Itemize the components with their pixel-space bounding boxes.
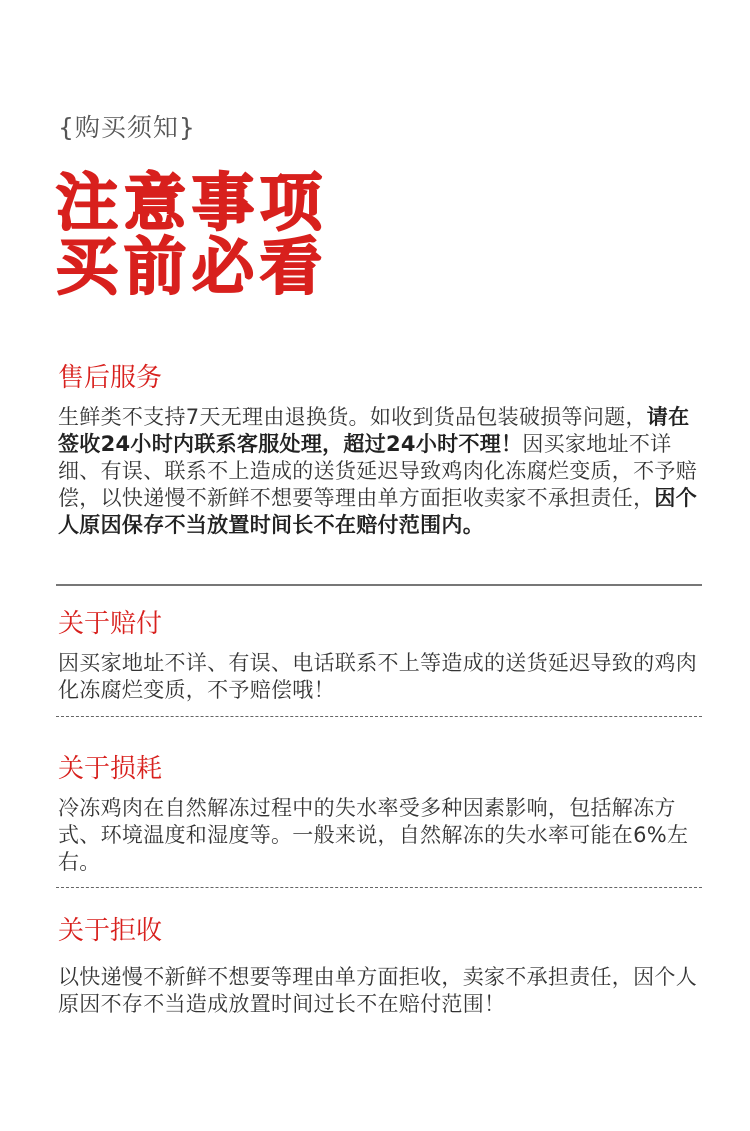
- headline-line-1: 注意事项: [56, 166, 329, 239]
- headline-line-2: 买前必看: [56, 230, 329, 303]
- section-body-compensation: 因买家地址不详、有误、电话联系不上等造成的送货延迟导致的鸡肉化冻腐烂变质，不予赔偿哦！: [58, 651, 697, 702]
- after-sales-text-3: 因买家地址不详细、有误、联系不上造成的送货延迟导致鸡肉化冻腐烂变质，不予赔偿，以快递慢不新鲜不想要等理由单方面拒收卖家不承担责任，: [58, 432, 697, 510]
- section-body-after-sales: [58, 404, 703, 539]
- section-body-loss: 冷冻鸡肉在自然解冻过程中的失水率受多种因素影响，包括解冻方式、环境温度和湿度等。一般来说，自然解冻的失水率可能在6%左右。: [58, 796, 689, 874]
- section-divider-dashed-2: [56, 887, 702, 888]
- notice-tag: {购买须知}: [58, 113, 196, 142]
- section-title-loss: 关于损耗: [58, 754, 163, 784]
- section-body-refusal: 以快递慢不新鲜不想要等理由单方面拒收，卖家不承担责任，因个人原因不存不当造成放置时间过长不在赔付范围！: [58, 965, 697, 1016]
- section-divider-dashed-1: [56, 716, 702, 717]
- section-title-compensation: 关于赔付: [58, 609, 163, 639]
- after-sales-text-4-bold: 因个人原因保存不当放置时间长不在赔付范围内。: [58, 486, 698, 537]
- after-sales-text-2-bold: 请在签收24小时内联系客服处理，超过24小时不理！: [58, 405, 690, 456]
- section-divider-solid: [56, 584, 702, 586]
- section-title-after-sales: 售后服务: [58, 363, 163, 393]
- after-sales-text-1: 生鲜类不支持7天无理由退换货。如收到货品包装破损等问题，: [58, 405, 647, 429]
- section-title-refusal: 关于拒收: [58, 916, 163, 946]
